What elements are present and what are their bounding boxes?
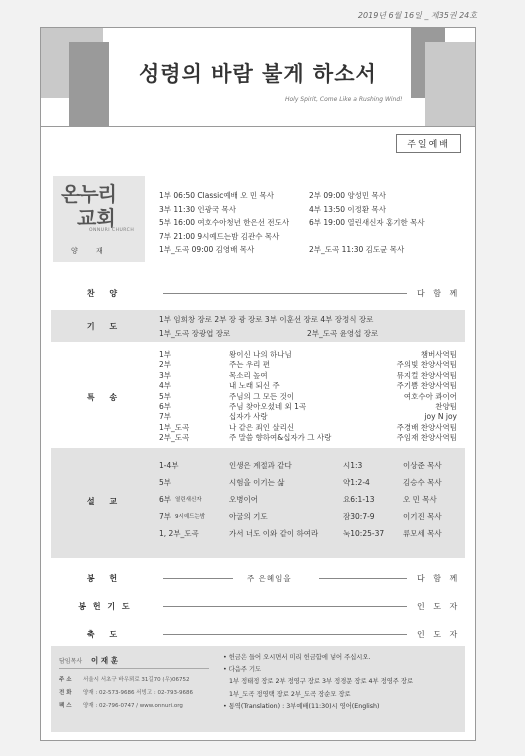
special-service: 6부 [159,402,172,412]
divider-line [59,668,209,669]
bulletin-title: 성령의 바람 불게 하소서 [139,61,377,86]
prayer-leaders-line1: 1부 임희창 장로 2부 장 광 장로 3부 이훈선 장로 4부 장정식 장로 [159,315,374,324]
sermon-title: 인생은 계절과 같다 [229,461,292,470]
sermon-passage: 약1:2-4 [343,478,370,487]
divider-line [163,606,407,607]
sermon-service-note: 열린새신자 [175,497,202,503]
fax-value: 양재 : 02-796-0747 / www.onnuri.org [83,703,183,709]
praise-row [51,282,465,304]
pastor-name: 이 재 훈 [91,656,118,665]
special-performer: 여호수아 콰이어 [403,391,457,401]
special-song-title: 십자가 사랑 [229,412,268,422]
title-banner [41,28,475,127]
prayer-row [51,310,465,342]
section-tab-sunday-worship: 주일예배 [396,134,461,153]
church-name-line1: 온누리 [61,182,116,206]
divider-line [163,578,233,579]
sermon-passage: 요6:1-13 [343,495,375,504]
service-time: 5부 16:00 여호수아청년 한은선 전도사 [159,218,290,227]
banner-block-dark-left [69,42,109,126]
special-service: 4부 [159,381,172,391]
announcements [223,652,413,713]
announcement-line: • 통역(Translation) : 3부예배(11:30)시 영어(English) [223,702,380,710]
praise-leader: 다 함 께 [417,289,461,298]
sermon-preacher: 이상준 목사 [403,461,442,470]
service-time: 4부 13:50 이정환 목사 [309,204,387,214]
special-service: 3부 [159,370,172,380]
offering-prayer-row [51,596,465,616]
sermon-preacher: 김승수 목사 [403,478,442,487]
sermon-service: 1, 2부_도곡 [159,529,199,538]
special-service: 2부 [159,360,172,370]
service-time: 6부 19:00 열린새신자 홍기한 목사 [309,218,425,227]
special-performer: 주기쁨 찬양사역팀 [396,381,457,391]
service-time: 7부 21:00 9시예드는밤 김관수 목사 [159,231,280,241]
special-song-title: 주님 찾아오셨네 외 1곡 [229,402,307,412]
sermon-passage: 시1:3 [343,461,363,470]
service-time: 1부_도곡 09:00 김영배 목사 [159,245,255,254]
issue-date: 2019년 6월 16일 _ 제35권 24호 [357,11,477,20]
offering-prayer-label: 봉 헌 기 도 [78,602,132,611]
phone-value: 양재 : 02-573-9686 서빙고 : 02-793-9686 [83,690,193,696]
special-service: 1부 [159,350,172,359]
phone-label: 전 화 [59,690,72,696]
announcement-line: • 헌금은 들어 오시면서 미리 헌금함에 넣어 주십시오. [223,654,371,661]
special-performer: 주의빛 찬양사역팀 [396,360,457,370]
special-service: 1부_도곡 [159,422,190,432]
benediction-leader: 인 도 자 [417,630,461,639]
sermon-service: 1-4부 [159,461,179,470]
sermon-title: 가서 너도 이와 같이 하여라 [229,529,319,538]
special-song-title: 주님의 그 모든 것이 [229,391,295,401]
service-times-left [159,189,289,257]
special-performer: 주경배 찬양사역팀 [396,422,457,432]
church-logo [53,176,145,262]
special-performer: 찬양팀 [435,402,457,412]
offering-row [51,568,465,588]
sermon-preacher: 오 민 목사 [403,495,437,504]
announcement-line: 1부 정태정 장로 2부 정영구 장로 3부 정경문 장로 4부 정영주 장로 [229,678,414,686]
special-service: 7부 [159,412,172,422]
special-service: 2부_도곡 [159,433,190,443]
special-performer: joy N joy [424,412,457,422]
special-song-title: 내 노래 되신 주 [229,381,280,391]
campus-name: 양 재 [71,247,111,255]
sermon-title: 오병이어 [229,495,258,504]
church-info-footer [51,646,465,732]
service-time: 2부 09:00 양성민 목사 [309,191,387,200]
sermon-service: 7부 [159,512,172,521]
special-song-label: 특 송 [86,393,124,402]
special-performer: 주임재 찬양사역팀 [396,433,457,443]
special-song-title: 주는 우리 편 [229,360,270,370]
praise-label: 찬 양 [86,289,124,298]
sermon-preacher: 이기진 목사 [403,512,442,521]
announcement-line: 1부_도곡 정영택 장로 2부_도곡 장순모 장로 [229,690,351,698]
divider-line [163,293,407,294]
service-time: 2부_도곡 11:30 김도균 목사 [309,245,405,254]
sermon-label: 설 교 [86,497,124,506]
bulletin-subtitle: Holy Spirit, Come Like a Rushing Wind! [285,96,403,103]
divider-line [163,634,407,635]
special-performer: 뮤지컬 찬양사역팀 [396,370,457,380]
sermon-title: 시험을 이기는 삶 [229,478,285,487]
address-value: 서울시 서초구 바우뫼로 31길70 (우)06752 [83,677,190,683]
prayer-leaders-dogok2: 2부_도곡 윤영섭 장로 [307,329,379,338]
pastor-label: 담임목사 [59,658,83,665]
offering-label: 봉 헌 [86,574,124,583]
special-song-title: 왕이신 나의 하나님 [229,350,292,359]
benediction-row [51,624,465,644]
church-name-en: ONNURI CHURCH [89,228,135,233]
special-performer: 챔버사역팀 [420,350,457,359]
church-name-line2: 교회 [77,206,116,230]
banner-block-light-right [425,42,475,126]
benediction-label: 축 도 [86,630,124,639]
sermon-service: 5부 [159,478,172,487]
special-service-column [159,350,189,444]
sermon-passage: 눅10:25-37 [343,529,385,538]
service-time: 3부 11:30 인광국 목사 [159,204,237,214]
divider-line [319,578,407,579]
offering-hymn: 주 은혜임을 [247,574,292,583]
offering-leader: 다 함 께 [417,574,461,583]
fax-label: 팩 스 [59,703,72,709]
sermon-title: 아굴의 기도 [229,512,268,521]
bulletin-page [40,27,476,741]
special-song-row [51,348,465,448]
sermon-service: 6부 [159,495,172,504]
sermon-preacher: 류모세 목사 [403,529,442,538]
service-time [309,230,425,244]
address-label: 주 소 [59,677,72,683]
sermon-passage: 잠30:7-9 [343,512,375,521]
special-service: 5부 [159,391,172,401]
service-time: 1부 06:50 Classic예배 오 민 목사 [159,191,274,200]
special-song-title: 목소리 높여 [229,370,268,380]
offering-prayer-leader: 인 도 자 [417,602,461,611]
prayer-leaders-dogok1: 1부_도곡 장광엽 장로 [159,329,231,338]
prayer-label: 기 도 [86,322,124,331]
special-song-title: 주 말씀 향하여&십자가 그 사랑 [229,433,332,443]
special-song-title: 나 같은 죄인 살리신 [229,422,295,432]
service-times-right [309,189,425,257]
special-song-column [229,350,331,444]
special-performer-column [397,350,457,444]
sermon-service-note: 9시예드는밤 [175,514,206,520]
sermon-row [51,448,465,558]
announcement-line: • 다음주 기도 [223,666,262,674]
